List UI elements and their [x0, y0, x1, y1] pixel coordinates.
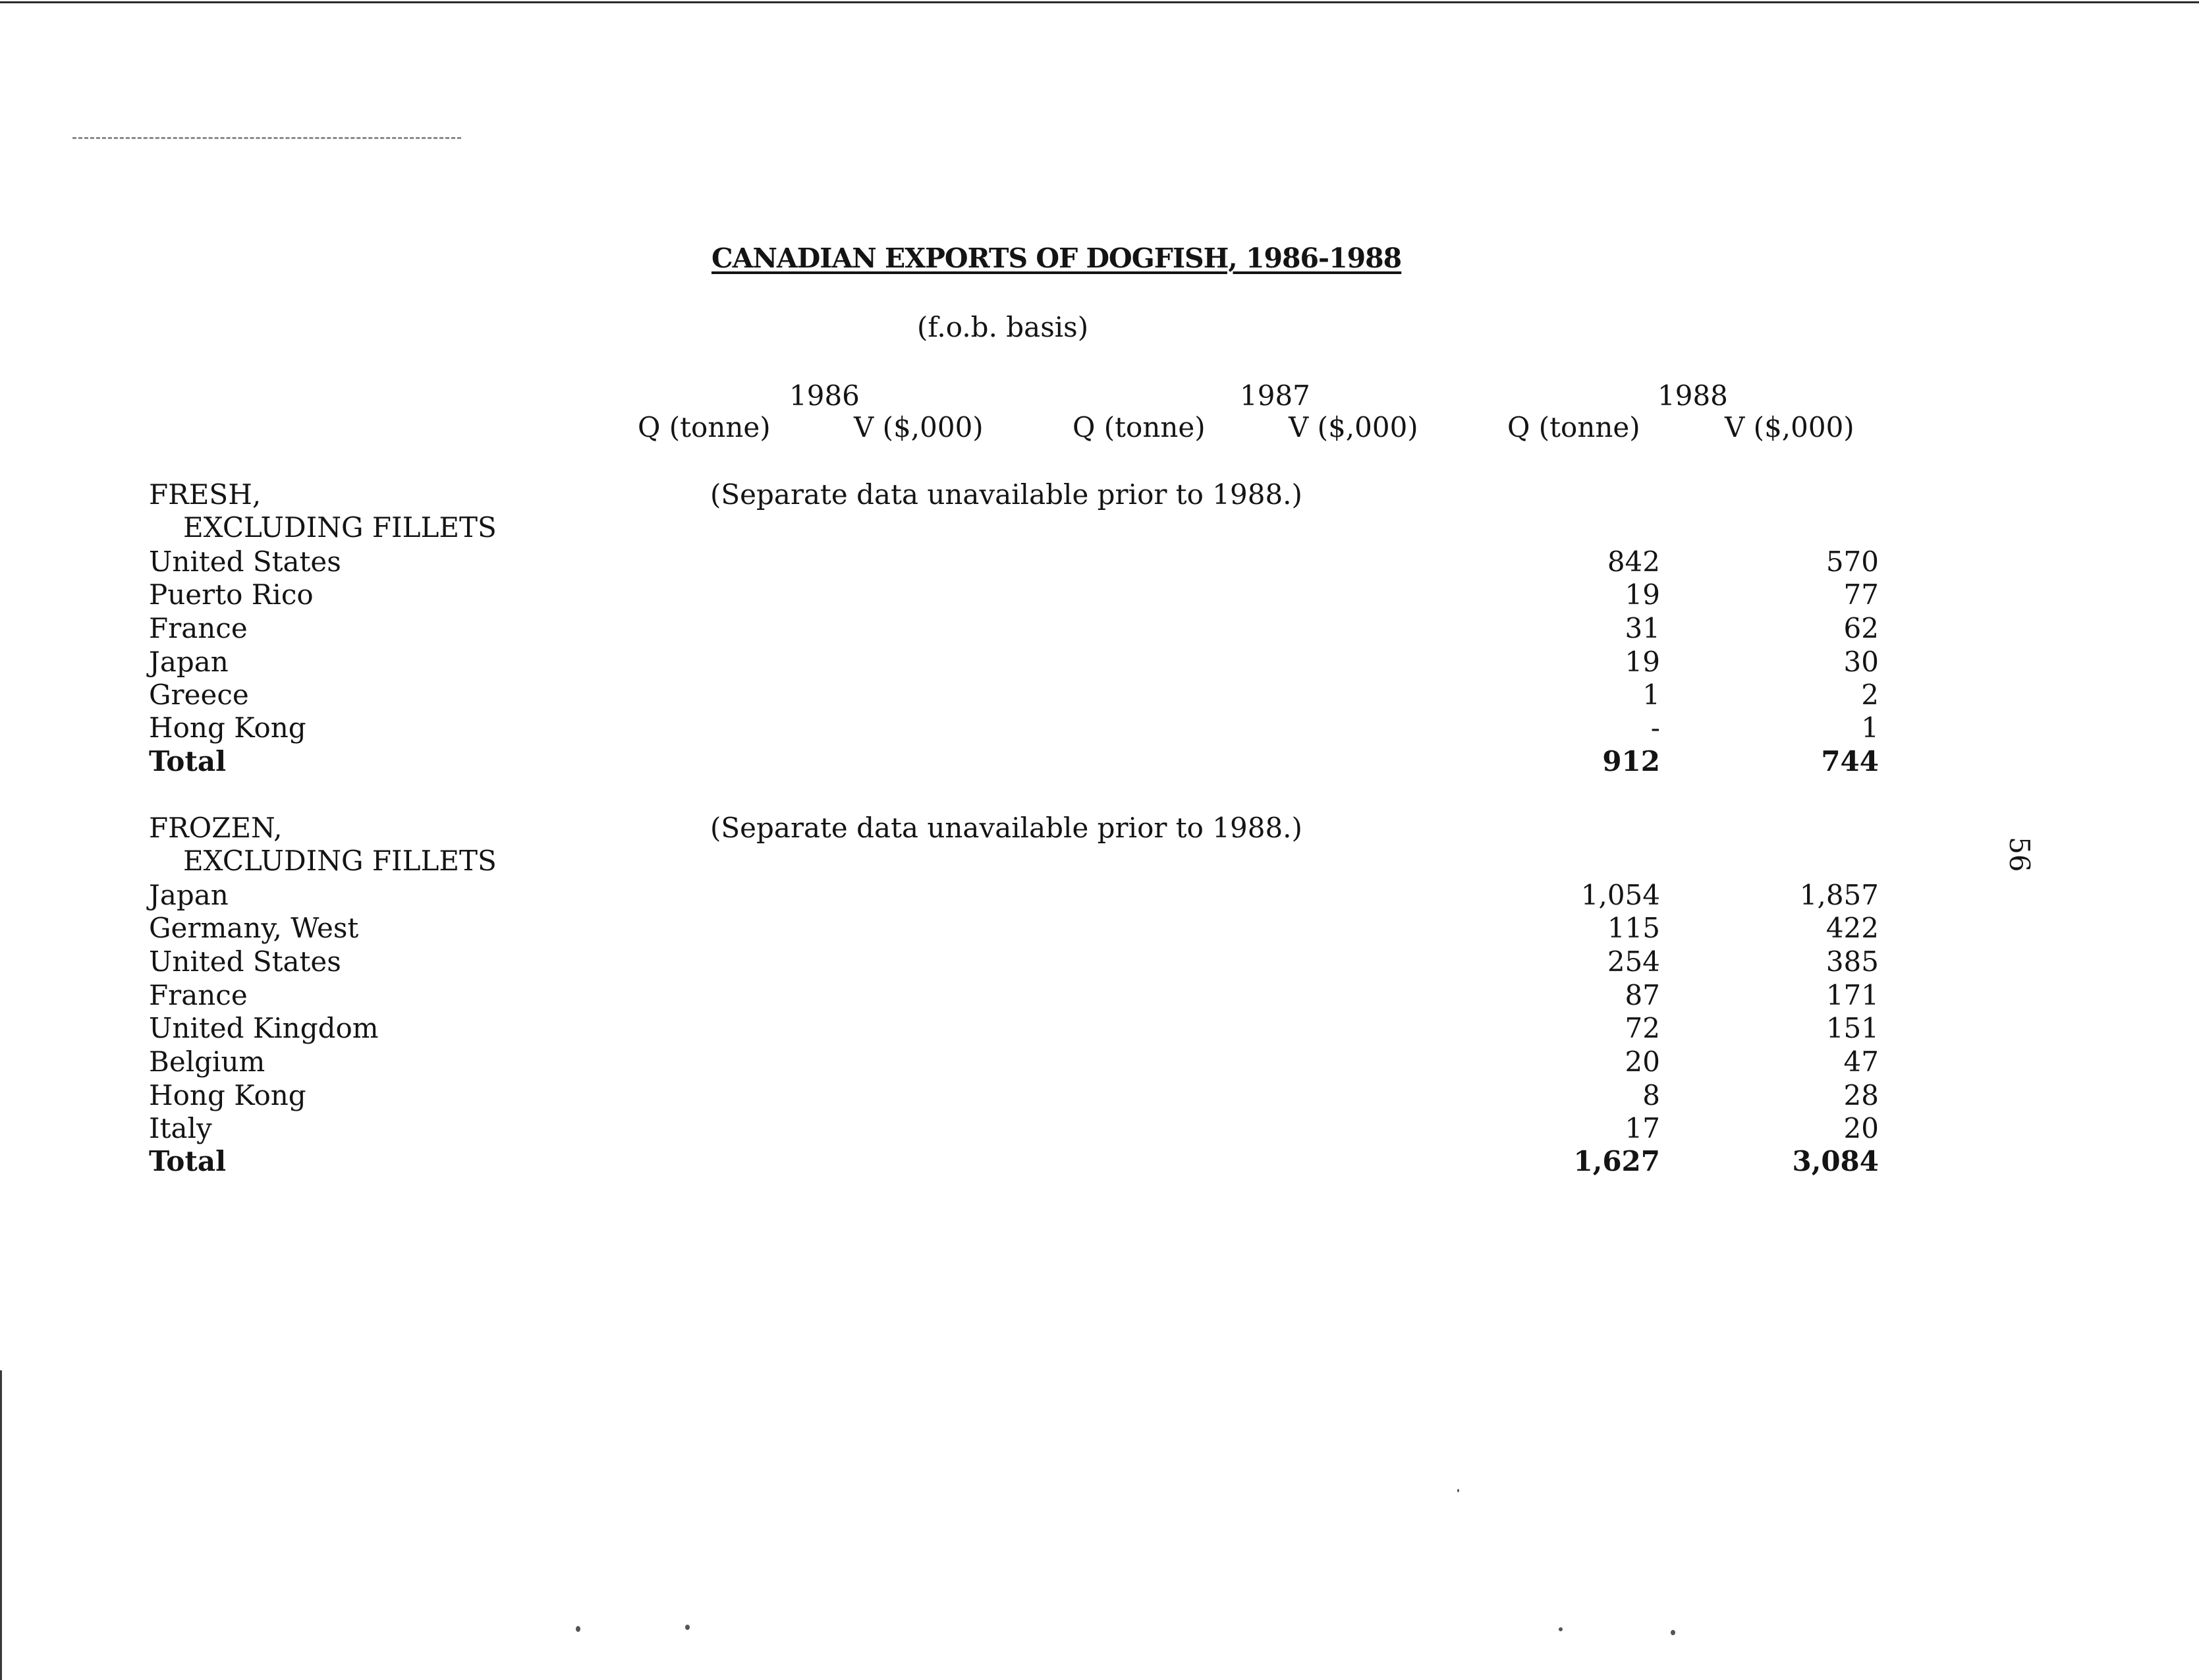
quantity-1988-cell: 1,054	[1580, 879, 1660, 911]
section-label-fresh	[149, 478, 497, 544]
document-subtitle: (f.o.b. basis)	[917, 311, 1089, 343]
scan-speck	[1671, 1630, 1675, 1635]
column-header-q-1987: Q (tonne)	[1072, 411, 1206, 443]
table-row	[0, 879, 2199, 912]
quantity-1988-cell: -	[1650, 712, 1660, 744]
table-row	[0, 1012, 2199, 1045]
column-header-q-1986: Q (tonne)	[638, 411, 771, 443]
table-row	[0, 679, 2199, 712]
column-header-v-1987: V ($,000)	[1289, 411, 1418, 443]
value-1988-cell: 1	[1861, 712, 1879, 744]
table-row	[0, 1046, 2199, 1078]
quantity-1988-cell: 842	[1607, 546, 1660, 578]
quantity-1988-cell: 87	[1625, 979, 1660, 1011]
value-1988-cell: 47	[1843, 1046, 1879, 1078]
document-title: CANADIAN EXPORTS OF DOGFISH, 1986-1988	[711, 242, 1402, 274]
country-cell: Belgium	[149, 1046, 265, 1078]
value-1988-cell: 62	[1843, 612, 1879, 644]
table-row	[0, 612, 2199, 645]
quantity-1988-cell: 31	[1625, 612, 1660, 644]
quantity-1988-cell: 19	[1625, 578, 1660, 611]
value-1988-cell: 385	[1825, 945, 1879, 978]
quantity-1988-total: 1,627	[1573, 1145, 1660, 1177]
column-header-v-1986: V ($,000)	[854, 411, 984, 443]
left-border-line	[0, 1370, 2, 1680]
scan-artifact-dashes	[72, 137, 461, 139]
column-header-q-1988: Q (tonne)	[1507, 411, 1640, 443]
table-row	[0, 979, 2199, 1012]
table-row	[0, 912, 2199, 945]
quantity-1988-cell: 254	[1607, 945, 1660, 978]
country-cell: Hong Kong	[149, 1079, 306, 1111]
table-row	[0, 1112, 2199, 1145]
quantity-1988-cell: 1	[1642, 679, 1660, 711]
quantity-1988-cell: 17	[1625, 1112, 1660, 1144]
total-label: Total	[149, 745, 227, 777]
year-header-1986: 1986	[789, 379, 860, 412]
value-1988-cell: 28	[1843, 1079, 1879, 1111]
table-row	[0, 578, 2199, 611]
country-cell: Puerto Rico	[149, 578, 314, 611]
value-1988-total: 3,084	[1792, 1145, 1879, 1177]
page-number: 56	[2003, 837, 2036, 872]
top-border-line	[0, 1, 2199, 3]
value-1988-cell: 20	[1843, 1112, 1879, 1144]
scan-speck	[576, 1626, 580, 1632]
quantity-1988-cell: 72	[1625, 1012, 1660, 1044]
section-label-line: FROZEN,	[149, 812, 283, 844]
year-header-1988: 1988	[1657, 379, 1728, 412]
value-1988-cell: 171	[1825, 979, 1879, 1011]
table-row	[0, 1079, 2199, 1112]
country-cell: Germany, West	[149, 912, 359, 944]
table-row	[0, 945, 2199, 978]
country-cell: Italy	[149, 1112, 212, 1144]
section-label-line: FRESH,	[149, 478, 262, 511]
scan-speck	[1457, 1489, 1459, 1492]
value-1988-cell: 422	[1825, 912, 1879, 944]
quantity-1988-cell: 115	[1607, 912, 1660, 944]
section-label-frozen	[149, 812, 497, 878]
value-1988-cell: 570	[1825, 546, 1879, 578]
fresh-note: (Separate data unavailable prior to 1988.)	[710, 478, 1302, 511]
value-1988-cell: 30	[1843, 646, 1879, 678]
value-1988-cell: 151	[1825, 1012, 1879, 1044]
country-cell: Japan	[149, 646, 229, 678]
value-1988-total: 744	[1821, 745, 1879, 777]
table-row	[0, 546, 2199, 578]
country-cell: France	[149, 979, 248, 1011]
table-row	[0, 646, 2199, 679]
section-label-line: EXCLUDING FILLETS	[183, 845, 497, 877]
frozen-note: (Separate data unavailable prior to 1988.)	[710, 812, 1302, 844]
country-cell: United States	[149, 945, 341, 978]
total-label: Total	[149, 1145, 227, 1177]
table-row	[0, 712, 2199, 744]
country-cell: Greece	[149, 679, 249, 711]
country-cell: United States	[149, 546, 341, 578]
scan-speck	[1559, 1627, 1563, 1631]
quantity-1988-cell: 19	[1625, 646, 1660, 678]
year-header-1987: 1987	[1240, 379, 1310, 412]
country-cell: Hong Kong	[149, 712, 306, 744]
quantity-1988-cell: 20	[1625, 1046, 1660, 1078]
country-cell: Japan	[149, 879, 229, 911]
country-cell: France	[149, 612, 248, 644]
value-1988-cell: 1,857	[1799, 879, 1879, 911]
quantity-1988-total: 912	[1602, 745, 1660, 777]
section-label-line: EXCLUDING FILLETS	[183, 511, 497, 544]
quantity-1988-cell: 8	[1642, 1079, 1660, 1111]
column-header-v-1988: V ($,000)	[1725, 411, 1854, 443]
scan-speck	[685, 1625, 690, 1630]
value-1988-cell: 77	[1843, 578, 1879, 611]
total-row	[0, 1145, 2199, 1178]
country-cell: United Kingdom	[149, 1012, 379, 1044]
total-row	[0, 745, 2199, 778]
value-1988-cell: 2	[1861, 679, 1879, 711]
